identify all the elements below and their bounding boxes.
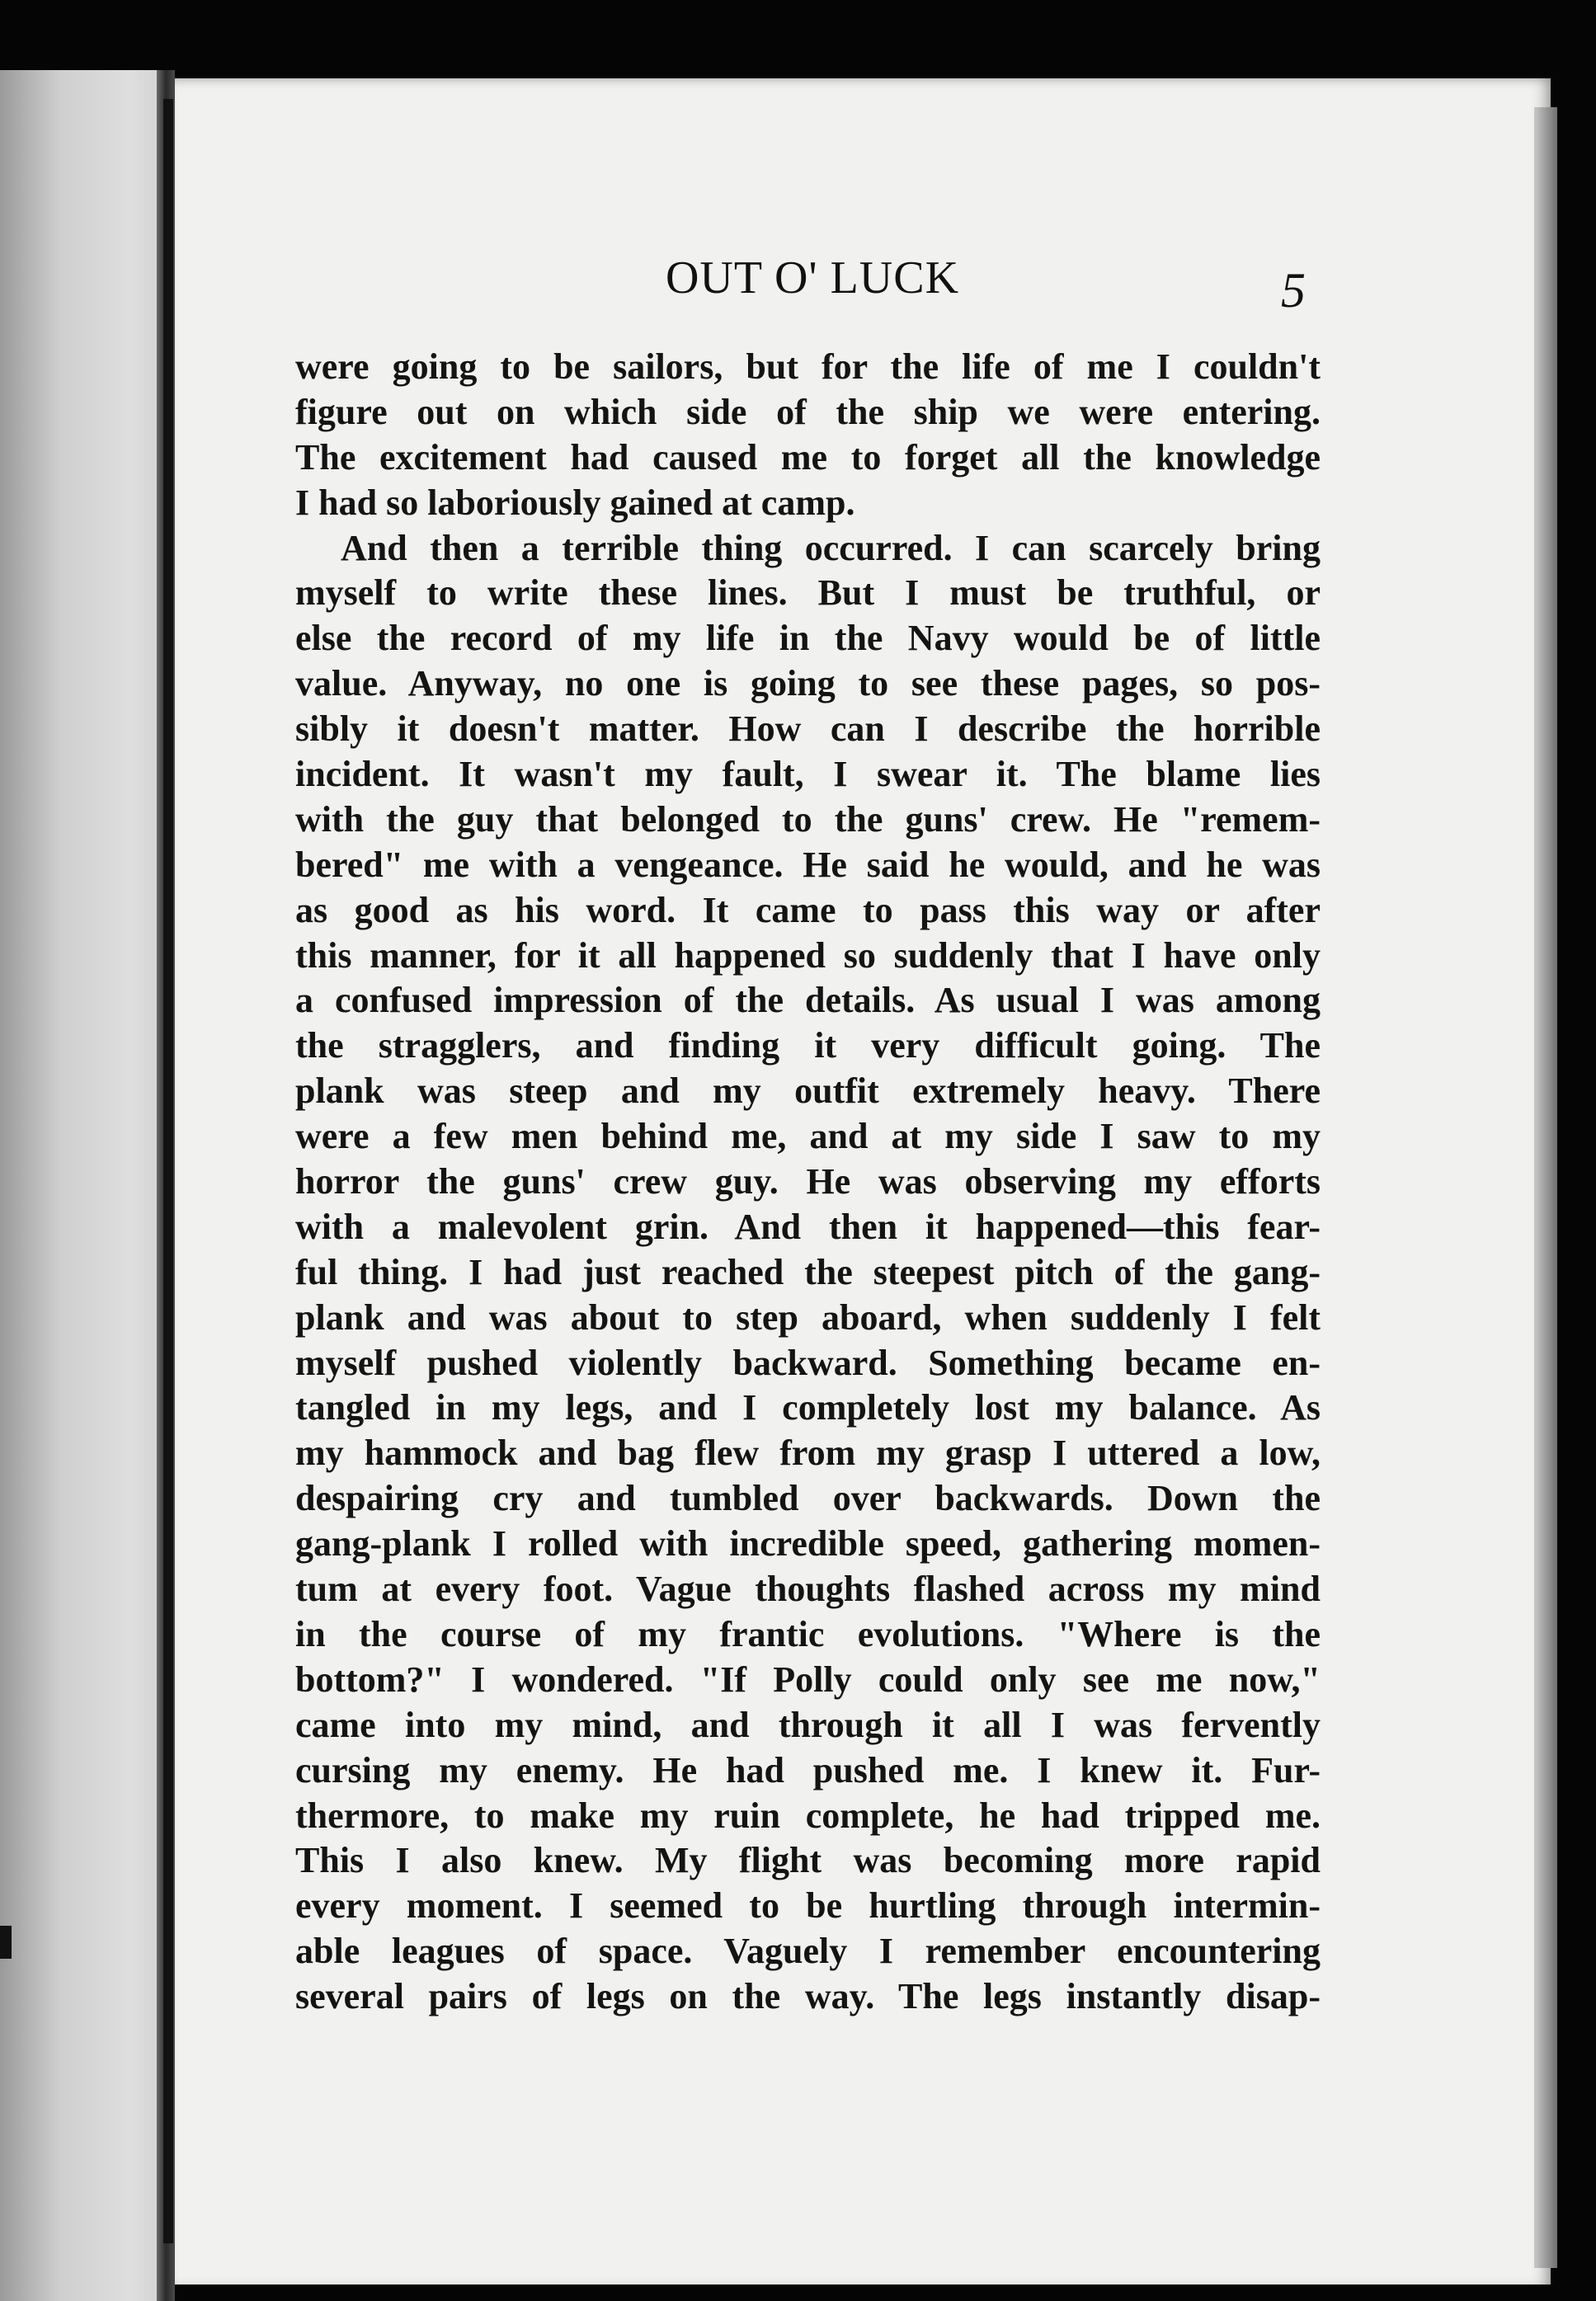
- facing-page-mark: [0, 1926, 12, 1959]
- text-line: my hammock and bag flew from my grasp I uttered a low,: [295, 1433, 1321, 1474]
- text-line: as good as his word. It came to pass this way or after: [295, 889, 1321, 930]
- page-edge-shadow: [1534, 107, 1557, 2268]
- text-line: horror the guns' crew guy. He was observing my efforts: [295, 1161, 1321, 1202]
- text-line: a confused impression of the details. As usual I was among: [295, 980, 1321, 1021]
- text-line: myself to write these lines. But I must be truthful, or: [295, 572, 1321, 614]
- text-line: able leagues of space. Vaguely I remember encountering: [295, 1931, 1321, 1972]
- text-line: came into my mind, and through it all I was fervently: [295, 1704, 1321, 1745]
- text-line: the stragglers, and finding it very difficult going. The: [295, 1025, 1321, 1066]
- gutter-shadow: [163, 99, 173, 2243]
- text-line: I had so laboriously gained at camp.: [295, 482, 855, 523]
- text-line: myself pushed violently backward. Something became en-: [295, 1342, 1321, 1383]
- text-line: tangled in my legs, and I completely lost my balance. As: [295, 1387, 1321, 1428]
- text-line: gang-plank I rolled with incredible speed, gathering momen-: [295, 1523, 1321, 1565]
- page-number: 5: [1281, 263, 1306, 318]
- text-line: every moment. I seemed to be hurtling through intermin-: [295, 1885, 1321, 1927]
- text-line: in the course of my frantic evolutions. "Where is the: [295, 1613, 1321, 1654]
- text-line: And then a terrible thing occurred. I can scarcely bring: [341, 527, 1321, 568]
- text-line: bottom?" I wondered. "If Polly could only see me now,": [295, 1659, 1321, 1700]
- running-head: OUT O' LUCK: [665, 252, 960, 304]
- body-text: [295, 345, 1321, 2020]
- text-line: ful thing. I had just reached the steepest pitch of the gang-: [295, 1251, 1321, 1292]
- text-line: sibly it doesn't matter. How can I describe the horrible: [295, 708, 1321, 750]
- text-line: were going to be sailors, but for the life of me I couldn't: [295, 346, 1321, 387]
- text-line: several pairs of legs on the way. The legs instantly disap-: [295, 1976, 1321, 2017]
- text-line: plank and was about to step aboard, when suddenly I felt: [295, 1296, 1321, 1338]
- text-line: this manner, for it all happened so suddenly that I have only: [295, 934, 1321, 976]
- text-line: cursing my enemy. He had pushed me. I knew it. Fur-: [295, 1749, 1321, 1790]
- text-line: with the guy that belonged to the guns' crew. He "remem-: [295, 798, 1321, 840]
- text-line: This I also knew. My flight was becoming more rapid: [295, 1840, 1321, 1881]
- facing-page-margin: [0, 70, 173, 2301]
- text-line: with a malevolent grin. And then it happened—this fear-: [295, 1206, 1321, 1247]
- text-line: incident. It wasn't my fault, I swear it. The blame lies: [295, 754, 1321, 795]
- text-line: value. Anyway, no one is going to see these pages, so pos-: [295, 663, 1321, 704]
- text-line: thermore, to make my ruin complete, he had tripped me.: [295, 1795, 1321, 1836]
- text-line: despairing cry and tumbled over backwards. Down the: [295, 1478, 1321, 1519]
- text-line: bered" me with a vengeance. He said he would, and he was: [295, 844, 1321, 885]
- text-line: The excitement had caused me to forget all the knowledge: [295, 436, 1321, 478]
- text-line: figure out on which side of the ship we were entering.: [295, 391, 1321, 432]
- text-line: were a few men behind me, and at my side I saw to my: [295, 1116, 1321, 1157]
- text-line: else the record of my life in the Navy would be of little: [295, 618, 1321, 659]
- text-line: plank was steep and my outfit extremely heavy. There: [295, 1071, 1321, 1112]
- text-line: tum at every foot. Vague thoughts flashed across my mind: [295, 1569, 1321, 1610]
